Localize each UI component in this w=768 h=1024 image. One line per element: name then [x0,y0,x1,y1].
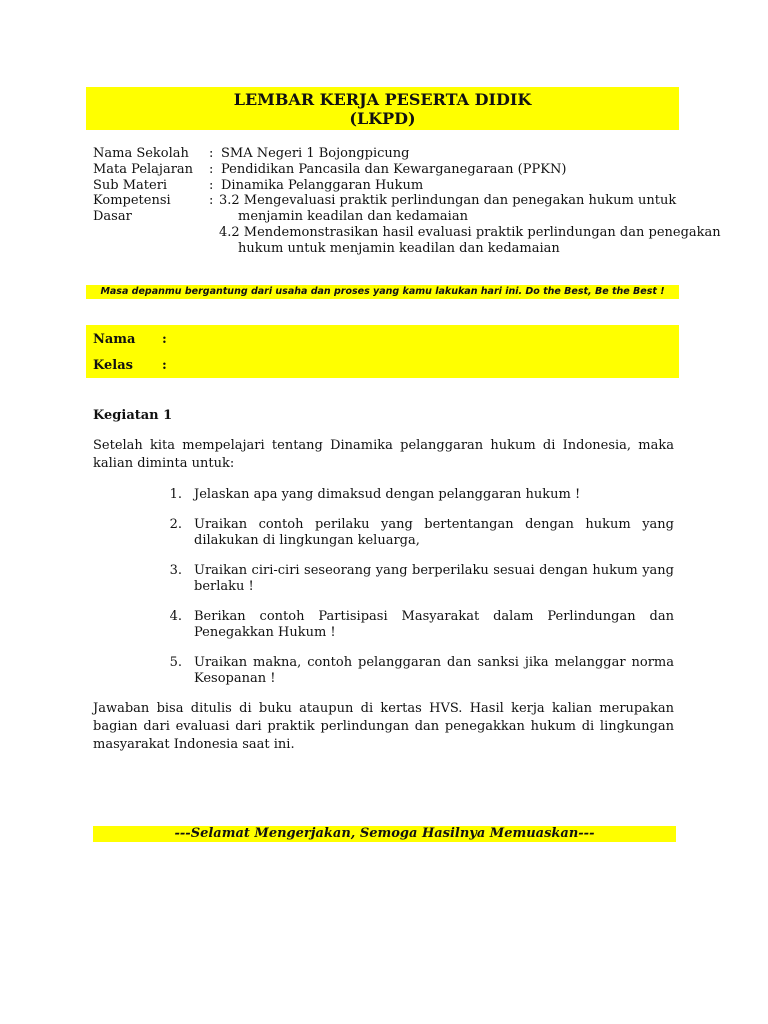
task-item: Berikan contoh Partisipasi Masyarakat dalam Perlindungan dan Penegakkan Hukum ! [194,609,674,640]
motto-text: Masa depanmu bergantung dari usaha dan proses yang kamu lakukan hari ini. Do the Best, Be the Best ! [100,286,665,297]
kd-3-2-line1: 3.2 Mengevaluasi praktik perlindungan dan penegakan hukum untuk [219,193,677,208]
class-label: Kelas [93,358,133,373]
task-item: Uraikan makna, contoh pelanggaran dan sanksi jika melanggar norma Kesopanan ! [194,655,674,686]
kd-label-line1: Kompetensi [93,193,171,208]
school-colon: : [209,146,214,161]
task-number: 5. [169,655,182,670]
identity-highlight [86,325,679,378]
task-item: Jelaskan apa yang dimaksud dengan pelanggaran hukum ! [194,487,581,502]
submateri-label: Sub Materi [93,178,168,193]
submateri-value: Dinamika Pelanggaran Hukum [221,178,424,193]
school-label: Nama Sekolah [93,146,189,161]
task-item: Uraikan contoh perilaku yang bertentangan dengan hukum yang dilakukan di lingkungan keluarga, [194,517,674,548]
activity-note: Jawaban bisa ditulis di buku ataupun di kertas HVS. Hasil kerja kalian merupakan bagian dari evaluasi dari praktik perlindungan dan penegakkan hukum di lingkungan masyarakat Indonesia saat ini. [93,701,674,752]
kd-label-line2: Dasar [93,209,132,224]
task-number: 3. [169,563,182,578]
closing-text: ---Selamat Mengerjakan, Semoga Hasilnya Memuaskan--- [174,826,595,841]
task-number: 1. [169,487,182,502]
subject-colon: : [209,162,214,177]
page-subtitle: (LKPD) [349,109,416,128]
class-colon: : [162,358,167,373]
kd-4-2-line2: hukum untuk menjamin keadilan dan kedamaian [238,241,560,256]
name-label: Nama [93,332,136,347]
subject-label: Mata Pelajaran [93,162,194,177]
activity-heading: Kegiatan 1 [93,408,173,423]
name-colon: : [162,332,167,347]
task-item: Uraikan ciri-ciri seseorang yang berperilaku sesuai dengan hukum yang berlaku ! [194,563,674,594]
activity-intro: Setelah kita mempelajari tentang Dinamika pelanggaran hukum di Indonesia, maka kalian diminta untuk: [93,438,674,471]
task-number: 4. [169,609,182,624]
subject-value: Pendidikan Pancasila dan Kewarganegaraan (PPKN) [221,162,567,177]
page-title: LEMBAR KERJA PESERTA DIDIK [233,90,532,109]
school-value: SMA Negeri 1 Bojongpicung [221,146,410,161]
task-number: 2. [169,517,182,532]
kd-colon: : [209,193,214,208]
submateri-colon: : [209,178,214,193]
kd-4-2-line1: 4.2 Mendemonstrasikan hasil evaluasi praktik perlindungan dan penegakan [219,225,721,240]
kd-3-2-line2: menjamin keadilan dan kedamaian [238,209,468,224]
